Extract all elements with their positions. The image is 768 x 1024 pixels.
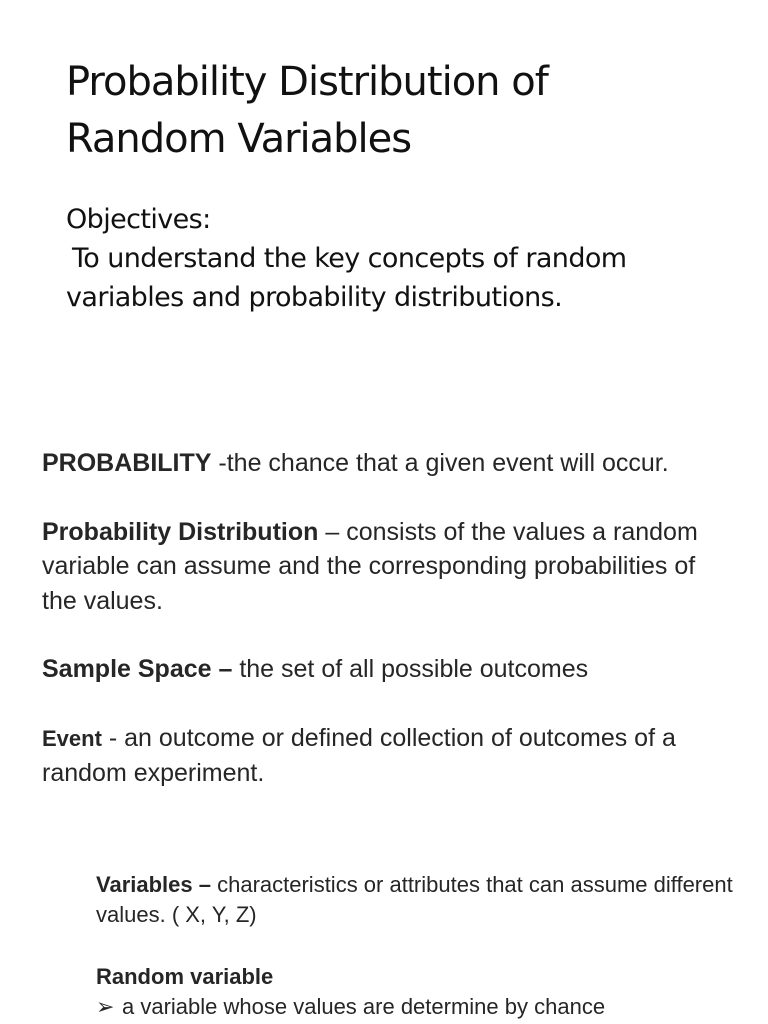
random-variable-heading: Random variable — [96, 964, 274, 989]
definition-event — [42, 721, 732, 791]
page-title — [66, 54, 706, 168]
definition-term: Variables – — [96, 872, 218, 897]
definition-separator: - — [211, 449, 227, 477]
arrowhead-bullet-icon: ➢ — [96, 994, 115, 1019]
definition-variables — [96, 870, 756, 930]
definition-term: Sample Space – — [42, 655, 240, 683]
definition-probability — [42, 446, 732, 481]
definition-text: consists of the values a random variable can assume and the corresponding probabilities of the values. — [42, 517, 698, 615]
definition-separator: - — [101, 723, 125, 752]
variables-section — [96, 870, 756, 1022]
definitions-list — [42, 446, 732, 825]
definition-text: the chance that a given event will occur. — [226, 449, 669, 477]
definition-sample-space — [42, 652, 732, 687]
bullet-item — [96, 992, 756, 1022]
definition-text: an outcome or defined collection of outcomes of a random experiment. — [42, 723, 676, 787]
definition-text: characteristics or attributes that can assume different values. ( X, Y, Z) — [96, 872, 733, 927]
definition-text: the set of all possible outcomes — [239, 655, 589, 683]
random-variable-block — [96, 962, 756, 1022]
definition-separator: – — [318, 517, 347, 546]
title-line-1: Probability Distribution of — [66, 59, 548, 105]
title-line-2: Random Variables — [66, 116, 412, 162]
objectives-label: Objectives: — [66, 204, 211, 235]
definition-term: Probability Distribution — [42, 517, 319, 546]
definition-term: PROBABILITY — [42, 449, 212, 477]
definition-probability-distribution — [42, 515, 732, 619]
bullet-text: a variable whose values are determine by chance — [122, 994, 606, 1019]
objectives-text: To understand the key concepts of random variables and probability distributions. — [66, 243, 627, 313]
title-block — [66, 54, 706, 317]
objectives-section — [66, 200, 706, 317]
definition-term: Event — [42, 725, 102, 751]
